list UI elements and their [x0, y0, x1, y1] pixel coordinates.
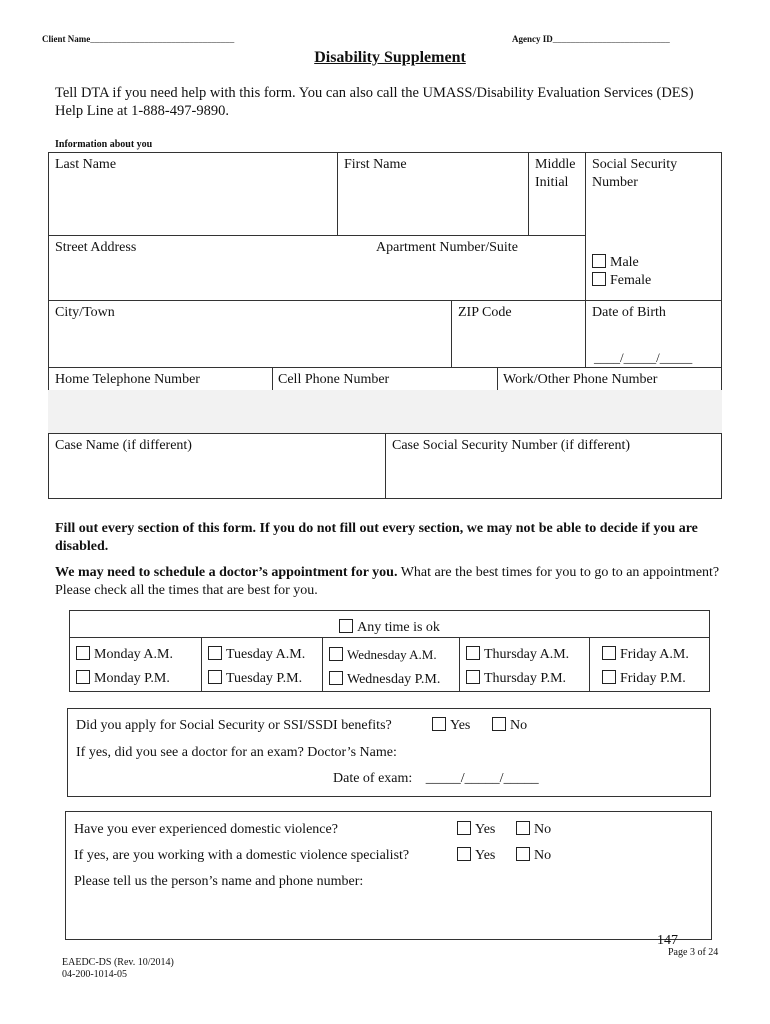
thursday-am-checkbox[interactable] — [466, 646, 480, 660]
case-name-field[interactable] — [48, 433, 386, 499]
last-name-field[interactable] — [48, 152, 338, 236]
monday-am-option[interactable]: Monday A.M. — [76, 646, 195, 664]
case-name-label: Case Name (if different) — [55, 438, 192, 453]
wednesday-pm-checkbox[interactable] — [329, 671, 343, 685]
dv-q1-yes-checkbox[interactable] — [457, 821, 471, 835]
dob-line: ____/_____/_____ — [594, 350, 693, 365]
page-title: Disability Supplement — [314, 49, 466, 66]
work-phone-label: Work/Other Phone Number — [503, 372, 658, 387]
any-time-checkbox[interactable] — [339, 619, 353, 633]
middle-initial-field[interactable] — [528, 152, 586, 236]
monday-pm-option[interactable]: Monday P.M. — [76, 670, 195, 688]
gender-field — [585, 235, 722, 301]
dv-q2-yes-option[interactable]: Yes — [457, 847, 495, 865]
female-option[interactable]: Female — [592, 272, 715, 290]
doctor-question: If yes, did you see a doctor for an exam? Doctor’s Name: — [76, 745, 397, 760]
info-heading: Information about you — [55, 139, 153, 150]
exam-date-line: _____/_____/_____ — [425, 771, 539, 786]
last-name-label: Last Name — [55, 157, 117, 172]
middle-initial-label: Middle Initial — [535, 157, 576, 190]
ssi-no-checkbox[interactable] — [492, 717, 506, 731]
city-label: City/Town — [55, 305, 115, 320]
male-option[interactable]: Male — [592, 254, 715, 272]
dv-question-3: Please tell us the person’s name and phone number: — [74, 874, 364, 889]
agency-id-label: Agency ID__________________________ — [512, 34, 670, 44]
street-label: Street Address — [55, 240, 137, 255]
page-of: Page 3 of 24 — [668, 947, 719, 958]
case-ssn-field[interactable] — [385, 433, 722, 499]
page-number: 147 — [657, 933, 678, 948]
monday-am-checkbox[interactable] — [76, 646, 90, 660]
wednesday-am-checkbox[interactable] — [329, 647, 343, 661]
dv-q2-yes-checkbox[interactable] — [457, 847, 471, 861]
case-ssn-label: Case Social Security Number (if different) — [392, 438, 631, 453]
dv-question-1: Have you ever experienced domestic violence? — [74, 822, 338, 837]
dv-q2-no-checkbox[interactable] — [516, 847, 530, 861]
form-id: EAEDC-DS (Rev. 10/2014) — [62, 957, 174, 968]
zip-field[interactable] — [451, 300, 586, 368]
apartment-label: Apartment Number/Suite — [376, 240, 518, 255]
dv-q2-no-option[interactable]: No — [516, 847, 551, 865]
phone-row-fill — [48, 390, 722, 434]
phone-divider-1 — [272, 367, 273, 390]
domestic-violence-box — [65, 811, 712, 940]
ssi-question: Did you apply for Social Security or SSI/SSDI benefits? — [76, 718, 392, 733]
street-address-field[interactable] — [48, 235, 586, 301]
first-name-field[interactable] — [337, 152, 529, 236]
dv-q1-no-option[interactable]: No — [516, 821, 551, 839]
ssn-label: Social Security Number — [592, 157, 678, 190]
city-field[interactable] — [48, 300, 452, 368]
tuesday-cell — [201, 637, 323, 692]
dv-q1-no-checkbox[interactable] — [516, 821, 530, 835]
friday-pm-option[interactable]: Friday P.M. — [602, 670, 703, 688]
ssi-yes-checkbox[interactable] — [432, 717, 446, 731]
exam-date-label: Date of exam: — [333, 771, 413, 786]
thursday-cell — [459, 637, 590, 692]
wednesday-pm-option[interactable]: Wednesday P.M. — [329, 671, 453, 689]
dob-field[interactable] — [585, 300, 722, 368]
dv-q1-yes-option[interactable]: Yes — [457, 821, 495, 839]
friday-am-checkbox[interactable] — [602, 646, 616, 660]
wednesday-am-option[interactable]: Wednesday A.M. — [329, 646, 453, 665]
any-time-row[interactable]: Any time is ok — [69, 610, 710, 638]
tuesday-am-checkbox[interactable] — [208, 646, 222, 660]
tuesday-pm-checkbox[interactable] — [208, 670, 222, 684]
client-name-label: Client Name________________________________ — [42, 34, 235, 44]
cell-phone-label: Cell Phone Number — [278, 372, 390, 387]
wednesday-cell — [322, 637, 460, 692]
female-checkbox[interactable] — [592, 272, 606, 286]
thursday-pm-checkbox[interactable] — [466, 670, 480, 684]
phone-divider-2 — [497, 367, 498, 390]
tuesday-am-option[interactable]: Tuesday A.M. — [208, 646, 316, 664]
intro-text: Tell DTA if you need help with this form. You can also call the UMASS/Disability Evaluation Services (DES) Help Line at 1-888-497-9890. — [55, 85, 694, 119]
ssi-box — [67, 708, 711, 797]
dv-question-2: If yes, are you working with a domestic violence specialist? — [74, 848, 410, 863]
exam-date-field[interactable] — [333, 770, 539, 788]
friday-cell — [589, 637, 710, 692]
friday-pm-checkbox[interactable] — [602, 670, 616, 684]
male-checkbox[interactable] — [592, 254, 606, 268]
schedule-instructions: We may need to schedule a doctor’s appointment for you. What are the best times for you to go to an appointment? Please check all the times that are best for you. — [55, 565, 720, 598]
ssi-no-option[interactable]: No — [492, 717, 527, 735]
ssi-yes-option[interactable]: Yes — [432, 717, 470, 735]
friday-am-option[interactable]: Friday A.M. — [602, 646, 703, 664]
home-phone-label: Home Telephone Number — [55, 372, 200, 387]
tuesday-pm-option[interactable]: Tuesday P.M. — [208, 670, 316, 688]
dob-label: Date of Birth — [592, 305, 666, 320]
monday-cell — [69, 637, 202, 692]
zip-label: ZIP Code — [458, 305, 512, 320]
thursday-am-option[interactable]: Thursday A.M. — [466, 646, 583, 664]
form-code: 04-200-1014-05 — [62, 969, 127, 980]
ssn-field[interactable] — [585, 152, 722, 236]
monday-pm-checkbox[interactable] — [76, 670, 90, 684]
thursday-pm-option[interactable]: Thursday P.M. — [466, 670, 583, 688]
first-name-label: First Name — [344, 157, 407, 172]
fill-out-notice: Fill out every section of this form. If you do not fill out every section, we may not be able to decide if you are disabled. — [55, 521, 698, 554]
